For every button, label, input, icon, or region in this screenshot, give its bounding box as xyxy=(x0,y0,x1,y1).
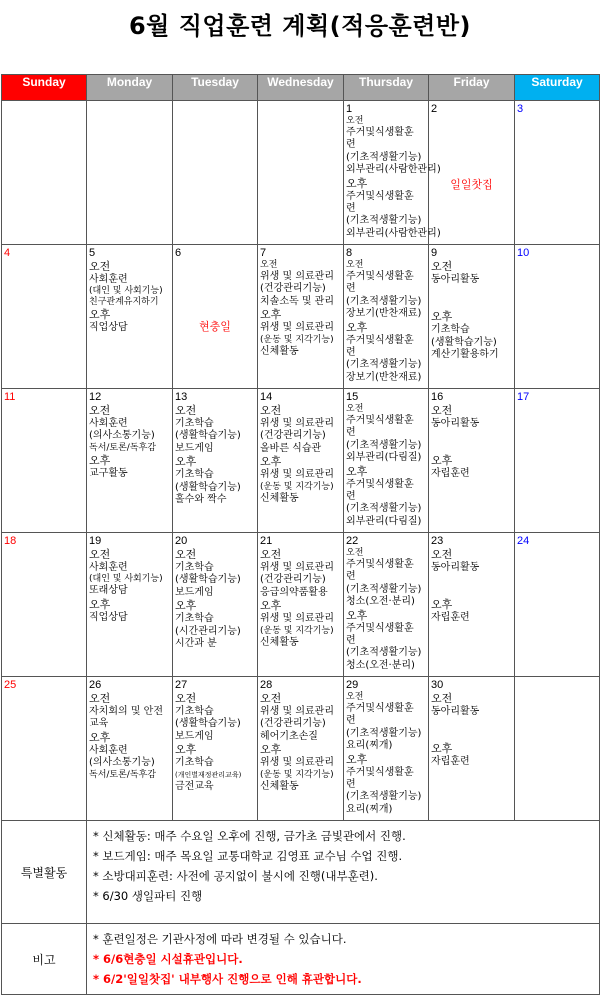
schedule-line: 오전 xyxy=(175,548,197,561)
schedule-line xyxy=(431,442,512,454)
schedule-line: 금전교육 xyxy=(175,780,214,792)
schedule-line: 요리(찌개) xyxy=(346,803,393,815)
schedule-line: 치솔소독 및 관리 xyxy=(260,295,334,307)
schedule-line: (기초적생활기능) xyxy=(346,215,422,227)
schedule-line: 오후 xyxy=(431,454,453,468)
schedule-line: 위생 및 의료관리 xyxy=(260,271,334,282)
schedule-line: 위생 및 의료관리 xyxy=(260,418,334,429)
schedule-line: 자립훈련 xyxy=(431,756,470,768)
schedule-line: 주거및식생활훈 xyxy=(346,415,414,426)
calendar-day-cell-sunday xyxy=(2,389,87,533)
schedule-line: 사회훈련 xyxy=(89,562,128,573)
calendar-day-cell-thursday xyxy=(344,101,441,245)
day-number: 17 xyxy=(517,391,530,403)
special-note: * 소방대피훈련: 사전에 공지없이 불시에 진행(내부훈련). xyxy=(93,869,378,883)
schedule-line: (대인 및 사회기능) xyxy=(89,574,163,585)
schedule-line: (기초적생활기능) xyxy=(346,439,422,451)
special-note: * 6/30 생일파티 진행 xyxy=(93,889,203,903)
schedule-line: 친구관계유지하기 xyxy=(89,297,159,308)
calendar-table xyxy=(1,74,600,995)
calendar-day-cell-monday xyxy=(87,533,173,677)
schedule-line: 오후 xyxy=(346,464,368,478)
schedule-line: 주거및식생활훈 xyxy=(346,334,414,346)
schedule-line: (기초적생활기능) xyxy=(346,359,422,371)
day-number: 16 xyxy=(431,391,444,403)
schedule-line: 위생 및 의료관리 xyxy=(260,469,334,481)
schedule-line: 외부관리(다림질) xyxy=(346,515,422,527)
day-number: 18 xyxy=(4,535,17,547)
calendar-day-cell-sunday xyxy=(2,101,87,245)
remark-note: * 6/2'일일찻집' 내부행사 진행으로 인해 휴관합니다. xyxy=(93,972,362,986)
day-number: 22 xyxy=(346,535,359,547)
schedule-line: (운동 및 지각기능) xyxy=(260,481,334,492)
schedule-line: 위생 및 의료관리 xyxy=(260,562,334,573)
schedule-line: 오전 xyxy=(346,692,364,702)
day-number: 1 xyxy=(346,103,353,115)
day-number: 27 xyxy=(175,679,188,691)
schedule-line: 위생 및 의료관리 xyxy=(260,322,334,334)
schedule-line: (운동 및 지각기능) xyxy=(260,769,334,780)
day-number: 5 xyxy=(89,247,96,259)
schedule-line: 장보기(반찬재료) xyxy=(346,371,422,383)
day-number: 29 xyxy=(346,679,359,691)
special-activities-row xyxy=(2,821,600,924)
schedule-line: 기초학습 xyxy=(431,324,470,336)
day-number: 15 xyxy=(346,391,359,403)
schedule-line: (운동 및 지각기능) xyxy=(260,334,334,345)
calendar-day-cell-wednesday xyxy=(258,245,344,389)
schedule-line: (기초적생활기능) xyxy=(346,583,422,595)
schedule-line: (생활학습기능) xyxy=(431,336,497,348)
calendar-day-cell-saturday xyxy=(515,245,600,389)
schedule-line: 오후 xyxy=(431,742,453,756)
schedule-line: 오전 xyxy=(89,548,111,561)
schedule-line: 오후 xyxy=(175,743,197,757)
day-number: 20 xyxy=(175,535,188,547)
calendar-day-cell-friday xyxy=(429,389,515,533)
header-thursday: Thursday xyxy=(344,75,429,101)
header-monday: Monday xyxy=(87,75,173,101)
schedule-line: 오후 xyxy=(346,752,368,766)
calendar-day-cell-tuesday xyxy=(173,245,258,389)
day-number: 23 xyxy=(431,535,444,547)
day-number: 14 xyxy=(260,391,273,403)
day-number: 8 xyxy=(346,247,353,259)
remarks-row xyxy=(2,924,600,995)
schedule-line: (건강관리기능) xyxy=(260,718,326,730)
day-number: 13 xyxy=(175,391,188,403)
schedule-line: 신체활동 xyxy=(260,345,299,357)
schedule-line: 사회훈련 xyxy=(89,418,128,429)
schedule-line: 오후 xyxy=(346,320,368,334)
calendar-day-cell-thursday xyxy=(344,389,429,533)
schedule-line: 자치회의 및 안전 xyxy=(89,706,163,717)
schedule-line: 홀수와 짝수 xyxy=(175,494,227,506)
schedule-line: 주거및식생활훈 xyxy=(346,127,414,138)
schedule-line: 오전 xyxy=(346,260,364,270)
calendar-day-cell-thursday xyxy=(344,677,429,821)
schedule-line: 오후 xyxy=(431,310,453,324)
schedule-line xyxy=(431,718,512,730)
day-number: 4 xyxy=(4,247,11,259)
schedule-line: 련 xyxy=(346,571,356,583)
day-number: 28 xyxy=(260,679,273,691)
header-wednesday: Wednesday xyxy=(258,75,344,101)
schedule-line: 련 xyxy=(346,715,356,727)
calendar-day-cell-friday xyxy=(429,101,515,245)
schedule-line: 위생 및 의료관리 xyxy=(260,706,334,717)
schedule-line: 청소(오전·분리) xyxy=(346,659,415,671)
schedule-line: 장보기(반찬재료) xyxy=(346,308,422,320)
calendar-day-cell-saturday xyxy=(515,533,600,677)
calendar-day-cell-friday xyxy=(429,677,515,821)
remarks-label: 비고 xyxy=(2,924,87,995)
schedule-line: (대인 및 사회기능) xyxy=(89,286,163,297)
header-sunday: Sunday xyxy=(2,75,87,101)
calendar-day-cell-wednesday xyxy=(258,533,344,677)
schedule-line: (건강관리기능) xyxy=(260,430,326,442)
schedule-line: 시간과 분 xyxy=(175,638,217,650)
schedule-line: 오후 xyxy=(89,308,111,322)
calendar-day-cell-sunday xyxy=(2,533,87,677)
schedule-line: 기초학습 xyxy=(175,706,214,717)
calendar-day-cell-tuesday xyxy=(173,101,258,245)
calendar-week-row xyxy=(2,245,600,389)
schedule-line: 기초학습 xyxy=(175,613,214,625)
schedule-line: 오후 xyxy=(89,453,111,467)
remarks-notes xyxy=(87,924,600,995)
schedule-line: 련 xyxy=(346,491,356,503)
schedule-line: 신체활동 xyxy=(260,780,299,792)
schedule-line: 보드게임 xyxy=(175,730,214,742)
schedule-line: 교육 xyxy=(89,718,109,730)
schedule-line: 헤어기초손질 xyxy=(260,730,318,742)
schedule-line: 오후 xyxy=(175,455,197,469)
schedule-line: 오후 xyxy=(260,455,282,469)
calendar-day-cell-monday xyxy=(87,245,173,389)
schedule-line: 오전 xyxy=(431,548,453,561)
schedule-line xyxy=(431,298,512,310)
schedule-line: 오전 xyxy=(175,404,197,417)
schedule-line xyxy=(431,574,512,586)
calendar-week-row xyxy=(2,677,600,821)
day-event-label: 일일찻집 xyxy=(450,178,493,191)
schedule-line: 계산기활용하기 xyxy=(431,349,499,361)
schedule-line: 주거및식생활훈 xyxy=(346,271,414,282)
day-number: 24 xyxy=(517,535,530,547)
header-friday: Friday xyxy=(429,75,515,101)
day-number: 10 xyxy=(517,247,530,259)
schedule-line: 오후 xyxy=(89,730,111,744)
schedule-line: (개인별재정관리교육) xyxy=(175,770,242,779)
schedule-line: (생활학습기능) xyxy=(175,718,241,730)
header-tuesday: Tuesday xyxy=(173,75,258,101)
schedule-line: 오전 xyxy=(89,692,111,705)
schedule-line: (기초적생활기능) xyxy=(346,727,422,739)
calendar-day-cell-tuesday xyxy=(173,677,258,821)
calendar-day-cell-thursday xyxy=(344,245,429,389)
schedule-line: (건강관리기능) xyxy=(260,283,326,295)
calendar-day-cell-monday xyxy=(87,389,173,533)
calendar-body xyxy=(2,101,600,821)
schedule-line: 오전 xyxy=(260,548,282,561)
schedule-line: 련 xyxy=(346,347,356,359)
schedule-line: 응급의약품활용 xyxy=(260,586,328,598)
schedule-line: 외부관리(사람한관리) xyxy=(346,227,441,239)
page-title: 6월 직업훈련 계획(적응훈련반) xyxy=(128,12,472,40)
schedule-line: 자립훈련 xyxy=(431,612,470,624)
schedule-line: 련 xyxy=(346,779,356,791)
schedule-line: 오전 xyxy=(431,692,453,705)
schedule-line: 독서/토론/독후감 xyxy=(89,442,156,453)
schedule-line: 오전 xyxy=(346,548,364,558)
schedule-line: 오후 xyxy=(260,599,282,613)
calendar-day-cell-friday xyxy=(429,533,515,677)
schedule-line: 요리(찌개) xyxy=(346,740,393,752)
schedule-line: (생활학습기능) xyxy=(175,481,241,493)
weekday-header-row xyxy=(2,75,600,101)
schedule-line: 오후 xyxy=(89,597,111,611)
calendar-week-row xyxy=(2,389,600,533)
schedule-line: (기초적생활기능) xyxy=(346,791,422,803)
schedule-line: 신체활동 xyxy=(260,492,299,504)
schedule-line: 주거및식생활훈 xyxy=(346,703,414,714)
schedule-line: 올바른 식습관 xyxy=(260,442,322,454)
schedule-line: 기초학습 xyxy=(175,469,214,481)
schedule-line: 오전 xyxy=(260,692,282,705)
calendar-day-cell-monday xyxy=(87,677,173,821)
schedule-line: 련 xyxy=(346,203,356,215)
schedule-line xyxy=(431,730,512,742)
schedule-line: 사회훈련 xyxy=(89,274,128,285)
calendar-day-cell-friday xyxy=(429,245,515,389)
schedule-line: 또래상담 xyxy=(89,585,128,597)
schedule-line: 오전 xyxy=(431,260,453,273)
schedule-line: 련 xyxy=(346,427,356,439)
special-notes xyxy=(87,821,600,924)
schedule-line: (건강관리기능) xyxy=(260,574,326,586)
schedule-line: (의사소통기능) xyxy=(89,757,155,769)
schedule-line: (기초적생활기능) xyxy=(346,295,422,307)
schedule-line: 오후 xyxy=(346,176,368,190)
calendar-day-cell-wednesday xyxy=(258,389,344,533)
day-number: 26 xyxy=(89,679,102,691)
schedule-line: 자립훈련 xyxy=(431,468,470,480)
schedule-line: (시간관리기능) xyxy=(175,625,241,637)
schedule-line: 오전 xyxy=(260,260,278,270)
calendar-day-cell-wednesday xyxy=(258,677,344,821)
schedule-line: 위생 및 의료관리 xyxy=(260,757,334,769)
day-number: 6 xyxy=(175,247,182,259)
schedule-line: 외부관리(사람한관리) xyxy=(346,164,441,176)
schedule-line: 오전 xyxy=(260,404,282,417)
schedule-line: 오전 xyxy=(346,404,364,414)
schedule-line: 주거및식생활훈 xyxy=(346,190,414,202)
schedule-line: 주거및식생활훈 xyxy=(346,478,414,490)
schedule-line: (기초적생활기능) xyxy=(346,647,422,659)
day-event-label: 현충일 xyxy=(199,320,231,333)
calendar-day-cell-thursday xyxy=(344,533,429,677)
schedule-line: 보드게임 xyxy=(175,442,214,454)
schedule-line: 오전 xyxy=(431,404,453,417)
calendar-week-row xyxy=(2,101,600,245)
schedule-line: 직업상담 xyxy=(89,611,128,623)
calendar-day-cell-wednesday xyxy=(258,101,344,245)
day-number: 3 xyxy=(517,103,524,115)
schedule-line: 오후 xyxy=(346,608,368,622)
day-number: 7 xyxy=(260,247,267,259)
schedule-line: 독서/토론/독후감 xyxy=(89,769,156,780)
schedule-line: 청소(오전·분리) xyxy=(346,596,415,608)
calendar-day-cell-sunday xyxy=(2,245,87,389)
schedule-line: 주거및식생활훈 xyxy=(346,622,414,634)
header-saturday: Saturday xyxy=(515,75,600,101)
schedule-line: 오전 xyxy=(346,116,364,126)
schedule-line xyxy=(431,286,512,298)
schedule-line xyxy=(431,586,512,598)
schedule-line: 동아리활동 xyxy=(431,562,480,573)
schedule-line: 기초학습 xyxy=(175,757,214,769)
schedule-line: (생활학습기능) xyxy=(175,430,241,442)
schedule-line: (기초적생활기능) xyxy=(346,503,422,515)
schedule-line: 련 xyxy=(346,635,356,647)
schedule-line: 신체활동 xyxy=(260,636,299,648)
schedule-line: 직업상담 xyxy=(89,322,128,334)
schedule-line: 교구활동 xyxy=(89,467,128,479)
day-number: 25 xyxy=(4,679,17,691)
schedule-line: (운동 및 지각기능) xyxy=(260,625,334,636)
schedule-line: 오후 xyxy=(431,598,453,612)
schedule-line: 동아리활동 xyxy=(431,274,480,285)
schedule-line: 오전 xyxy=(89,260,111,273)
schedule-line: 련 xyxy=(346,283,356,295)
schedule-line: 동아리활동 xyxy=(431,418,480,429)
schedule-line: 오후 xyxy=(260,743,282,757)
day-number: 12 xyxy=(89,391,102,403)
schedule-line: 위생 및 의료관리 xyxy=(260,613,334,625)
calendar-week-row xyxy=(2,533,600,677)
schedule-line: 오후 xyxy=(260,308,282,322)
schedule-line: 외부관리(다림질) xyxy=(346,452,422,464)
schedule-line: 오전 xyxy=(89,404,111,417)
schedule-line xyxy=(431,430,512,442)
schedule-line: 사회훈련 xyxy=(89,744,128,756)
special-note: * 신체활동: 매주 수요일 오후에 진행, 금가초 금빛관에서 진행. xyxy=(93,829,406,843)
remark-note: * 훈련일정은 기관사정에 따라 변경될 수 있습니다. xyxy=(93,932,347,946)
schedule-line: 보드게임 xyxy=(175,586,214,598)
schedule-line: (의사소통기능) xyxy=(89,430,155,442)
day-number: 2 xyxy=(431,103,438,115)
schedule-line: 련 xyxy=(346,139,356,151)
day-number: 19 xyxy=(89,535,102,547)
day-number: 11 xyxy=(4,391,16,403)
schedule-line: 동아리활동 xyxy=(431,706,480,717)
schedule-line: 오전 xyxy=(175,692,197,705)
schedule-line: 오후 xyxy=(175,599,197,613)
schedule-line: 기초학습 xyxy=(175,562,214,573)
calendar-day-cell-tuesday xyxy=(173,533,258,677)
schedule-line: 주거및식생활훈 xyxy=(346,766,414,778)
calendar-day-cell-saturday xyxy=(515,101,600,245)
schedule-line: 주거및식생활훈 xyxy=(346,559,414,570)
special-label: 특별활동 xyxy=(2,821,87,924)
day-number: 21 xyxy=(260,535,273,547)
calendar-day-cell-monday xyxy=(87,101,173,245)
schedule-line: (생활학습기능) xyxy=(175,574,241,586)
schedule-line: (기초적생활기능) xyxy=(346,151,422,163)
day-number: 9 xyxy=(431,247,438,259)
calendar-day-cell-tuesday xyxy=(173,389,258,533)
day-number: 30 xyxy=(431,679,444,691)
calendar-day-cell-saturday xyxy=(515,677,600,821)
special-note: * 보드게임: 매주 목요일 교통대학교 김영표 교수님 수업 진행. xyxy=(93,849,403,863)
schedule-line: 기초학습 xyxy=(175,418,214,429)
remark-note: * 6/6현충일 시설휴관입니다. xyxy=(93,952,243,966)
calendar-day-cell-saturday xyxy=(515,389,600,533)
calendar-day-cell-sunday xyxy=(2,677,87,821)
